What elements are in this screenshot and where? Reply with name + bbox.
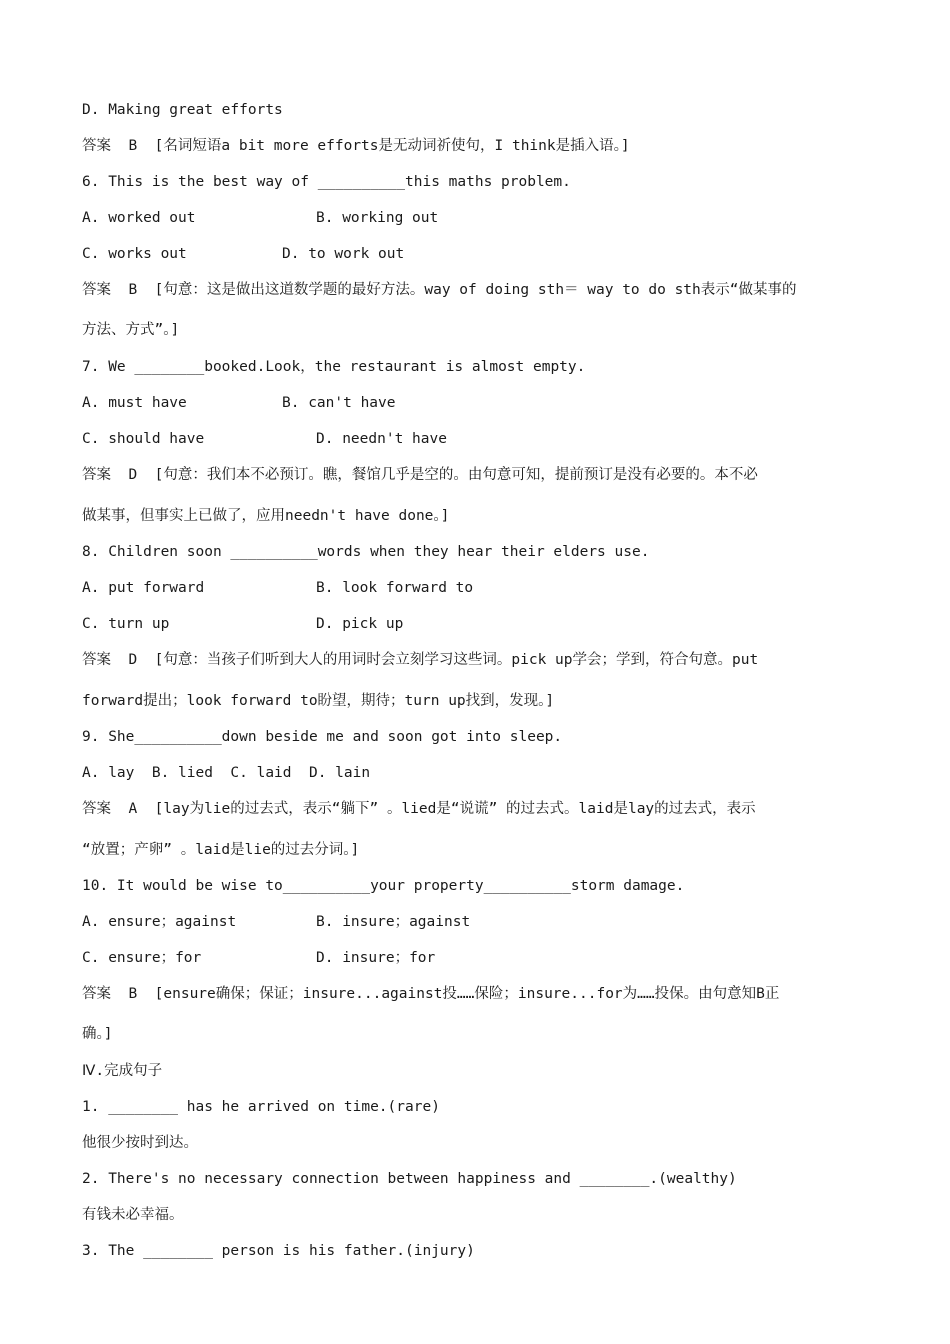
- q6-answer-line2: 方法、方式”。]: [82, 322, 180, 338]
- q9-answer-line2: “放置；产卵” 。laid是lie的过去分词。]: [82, 842, 360, 858]
- q8-option-a: A. put forward: [82, 580, 205, 596]
- q8-answer-line2: forward提出；look forward to盼望，期待；turn up找到，发现。]: [82, 693, 555, 709]
- q10-option-b: B. insure；against: [316, 914, 471, 930]
- q10-option-c: C. ensure；for: [82, 950, 202, 966]
- q10-option-d: D. insure；for: [316, 950, 436, 966]
- q5-answer: 答案 B [名词短语a bit more efforts是无动词祈使句，I think是插入语。]: [82, 138, 630, 154]
- q7-answer-line1: 答案 D [句意：我们本不必预订。瞧，餐馆几乎是空的。由句意可知，提前预订是没有必要的。本不必: [82, 467, 758, 483]
- q6-option-c: C. works out: [82, 246, 187, 262]
- q7-option-b: B. can't have: [282, 395, 396, 411]
- q10-question: 10. It would be wise to__________your property__________storm damage.: [82, 878, 685, 894]
- q8-answer-line1: 答案 D [句意：当孩子们听到大人的用词时会立刻学习这些词。pick up学会；学到，符合句意。put: [82, 652, 759, 668]
- s2-translation: 有钱未必幸福。: [82, 1207, 184, 1223]
- q9-answer-line1: 答案 A [lay为lie的过去式，表示“躺下” 。lied是“说谎” 的过去式。laid是lay的过去式，表示: [82, 801, 756, 817]
- q7-option-a: A. must have: [82, 395, 187, 411]
- q6-option-d: D. to work out: [282, 246, 405, 262]
- q6-answer-line1: 答案 B [句意：这是做出这道数学题的最好方法。way of doing sth＝ way to do sth表示“做某事的: [82, 282, 797, 298]
- q7-question: 7. We ________booked.Look，the restaurant is almost empty.: [82, 359, 586, 375]
- q10-option-a: A. ensure；against: [82, 914, 237, 930]
- q5-option-d: D. Making great efforts: [82, 102, 283, 118]
- section-heading: Ⅳ.完成句子: [82, 1063, 163, 1079]
- q8-option-d: D. pick up: [316, 616, 404, 632]
- s1-sentence: 1. ________ has he arrived on time.(rare): [82, 1099, 440, 1115]
- q6-option-b: B. working out: [316, 210, 439, 226]
- s2-sentence: 2. There's no necessary connection between happiness and ________.(wealthy): [82, 1171, 737, 1187]
- s1-translation: 他很少按时到达。: [82, 1135, 198, 1151]
- q7-answer-line2: 做某事，但事实上已做了，应用needn't have done。]: [82, 508, 450, 524]
- q6-question: 6. This is the best way of __________this maths problem.: [82, 174, 571, 190]
- q7-option-c: C. should have: [82, 431, 205, 447]
- q9-question: 9. She__________down beside me and soon got into sleep.: [82, 729, 563, 745]
- q8-option-c: C. turn up: [82, 616, 170, 632]
- q8-question: 8. Children soon __________words when they hear their elders use.: [82, 544, 650, 560]
- q9-options: A. lay B. lied C. laid D. lain: [82, 765, 371, 781]
- s3-sentence: 3. The ________ person is his father.(injury): [82, 1243, 475, 1259]
- q7-option-d: D. needn't have: [316, 431, 447, 447]
- q8-option-b: B. look forward to: [316, 580, 474, 596]
- q10-answer-line1: 答案 B [ensure确保；保证；insure...against投……保险；insure...for为……投保。由句意知B正: [82, 986, 780, 1002]
- q6-option-a: A. worked out: [82, 210, 196, 226]
- q10-answer-line2: 确。]: [82, 1026, 113, 1042]
